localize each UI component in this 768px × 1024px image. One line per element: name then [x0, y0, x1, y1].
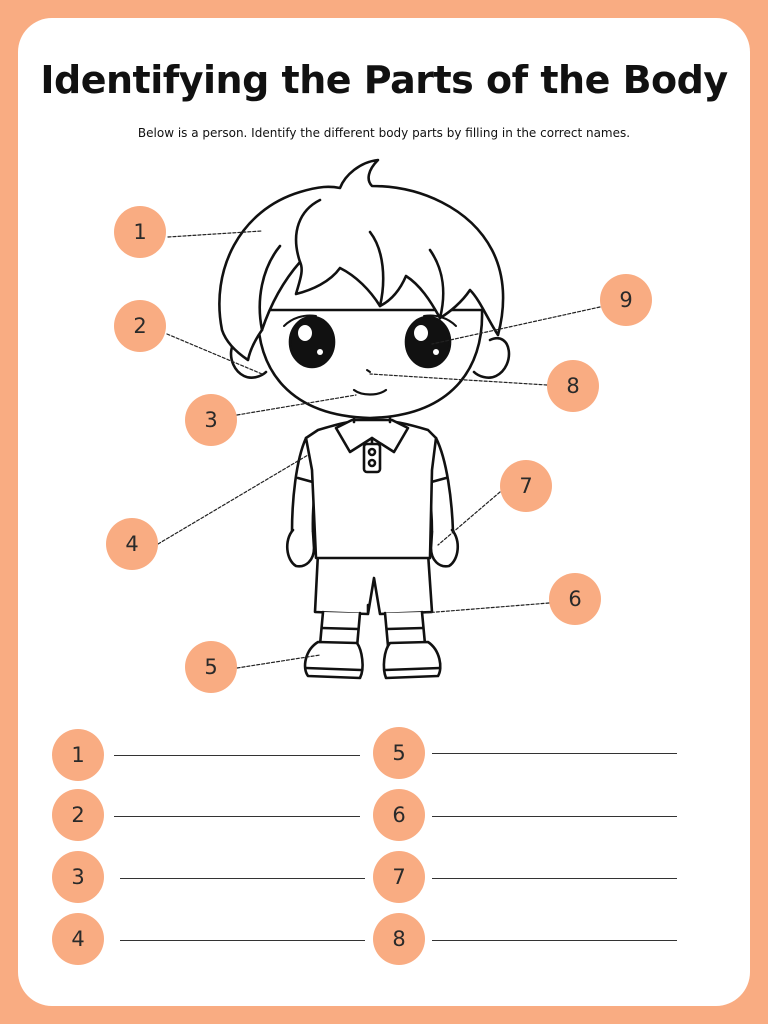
- label-bubble-2: 2: [114, 300, 166, 352]
- answer-line-7[interactable]: [432, 878, 677, 879]
- label-bubble-1: 1: [114, 206, 166, 258]
- answer-number-1: 1: [52, 729, 104, 781]
- answer-line-5[interactable]: [432, 753, 677, 754]
- page-title: Identifying the Parts of the Body: [40, 58, 728, 102]
- answer-line-3[interactable]: [120, 878, 365, 879]
- label-bubble-7: 7: [500, 460, 552, 512]
- answer-number-6: 6: [373, 789, 425, 841]
- label-bubble-6: 6: [549, 573, 601, 625]
- label-bubble-9: 9: [600, 274, 652, 326]
- answer-number-5: 5: [373, 727, 425, 779]
- answer-number-3: 3: [52, 851, 104, 903]
- answer-number-4: 4: [52, 913, 104, 965]
- answer-number-2: 2: [52, 789, 104, 841]
- answer-line-8[interactable]: [432, 940, 677, 941]
- answer-line-2[interactable]: [114, 816, 360, 817]
- answer-line-1[interactable]: [114, 755, 360, 756]
- label-bubble-3: 3: [185, 394, 237, 446]
- answer-line-6[interactable]: [432, 816, 677, 817]
- label-bubble-4: 4: [106, 518, 158, 570]
- answer-number-8: 8: [373, 913, 425, 965]
- label-bubble-8: 8: [547, 360, 599, 412]
- instructions-text: Below is a person. Identify the different body parts by filling in the correct names.: [137, 126, 631, 140]
- answer-number-7: 7: [373, 851, 425, 903]
- answer-line-4[interactable]: [120, 940, 365, 941]
- label-bubble-5: 5: [185, 641, 237, 693]
